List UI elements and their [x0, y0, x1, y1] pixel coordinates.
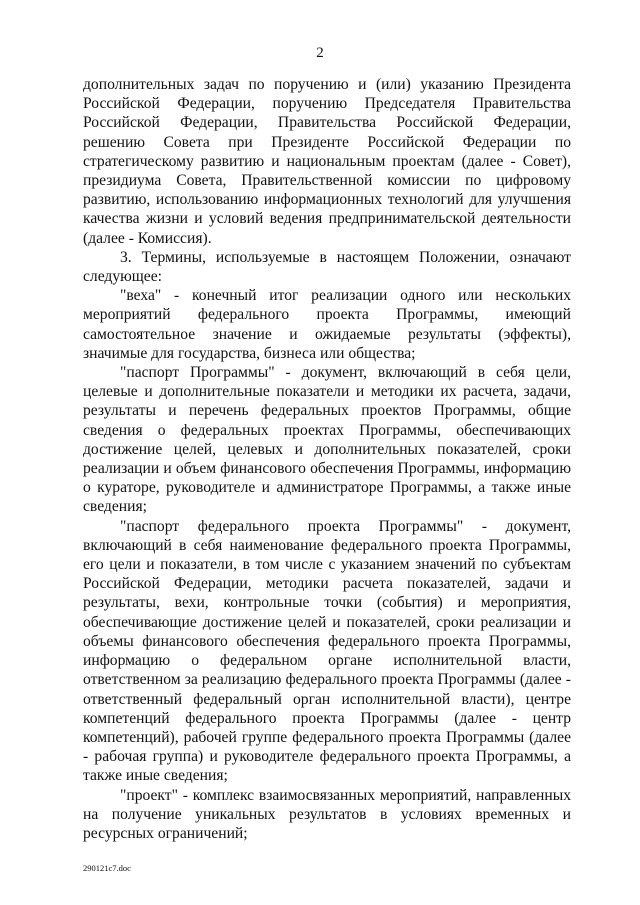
paragraph-term-project: "проект" - комплекс взаимосвязанных мероприятий, направленных на получение уникальных результатов в условиях временных и ресурсных ограничений;: [83, 786, 571, 842]
paragraph-term-program-passport: "паспорт Программы" - документ, включающий в себя цели, целевые и дополнительные показатели и методики их расчета, задачи, результаты и перечень федеральных проектов Программы, общие сведения о федеральных проектах Программы, обеспечивающих достижение целей, целевых и дополнительных показателей, сроки реализации и объем финансового обеспечения Программы, информацию о кураторе, руководителе и администраторе Программы, а также иные сведения;: [83, 364, 571, 516]
document-body: [83, 75, 571, 843]
paragraph-term-project-passport: "паспорт федерального проекта Программы" - документ, включающий в себя наименование федерального проекта Программы, его цели и показатели, в том числе с указанием значений по субъектам Российской Федерации, методики расчета показателей, задачи и результаты, вехи, контрольные точки (события) и мероприятия, обеспечивающие достижение целей и показателей, сроки реализации и объемы финансового обеспечения федерального проекта Программы, информацию о федеральном органе исполнительной власти, ответственном за реализацию федерального проекта Программы (далее - ответственный федеральный орган исполнительной власти), центре компетенций федерального проекта Программы (далее - центр компетенций), рабочей группе федерального проекта Программы (далее - рабочая группа) и руководителе федерального проекта Программы, а также иные сведения;: [83, 517, 571, 785]
footer-filename: 290121c7.doc: [83, 863, 131, 873]
paragraph-term-milestone: "веха" - конечный итог реализации одного или нескольких мероприятий федерального проекта Программы, имеющий самостоятельное значение и ожидаемые результаты (эффекты), значимые для государства, бизнеса или общества;: [83, 287, 571, 362]
page-number: 2: [316, 45, 324, 61]
paragraph-continuation: дополнительных задач по поручению и (или) указанию Президента Российской Федерации, поручению Председателя Правительства Российской Федерации, Правительства Российской Федерации, решению Совета при Президенте Российской Федерации по стратегическому развитию и национальным проектам (далее - Совет), президиума Совета, Правительственной комиссии по цифровому развитию, использованию информационных технологий для улучшения качества жизни и условий ведения предпринимательской деятельности (далее - Комиссия).: [83, 76, 571, 247]
paragraph-terms-intro: 3. Термины, используемые в настоящем Положении, означают следующее:: [83, 248, 571, 286]
